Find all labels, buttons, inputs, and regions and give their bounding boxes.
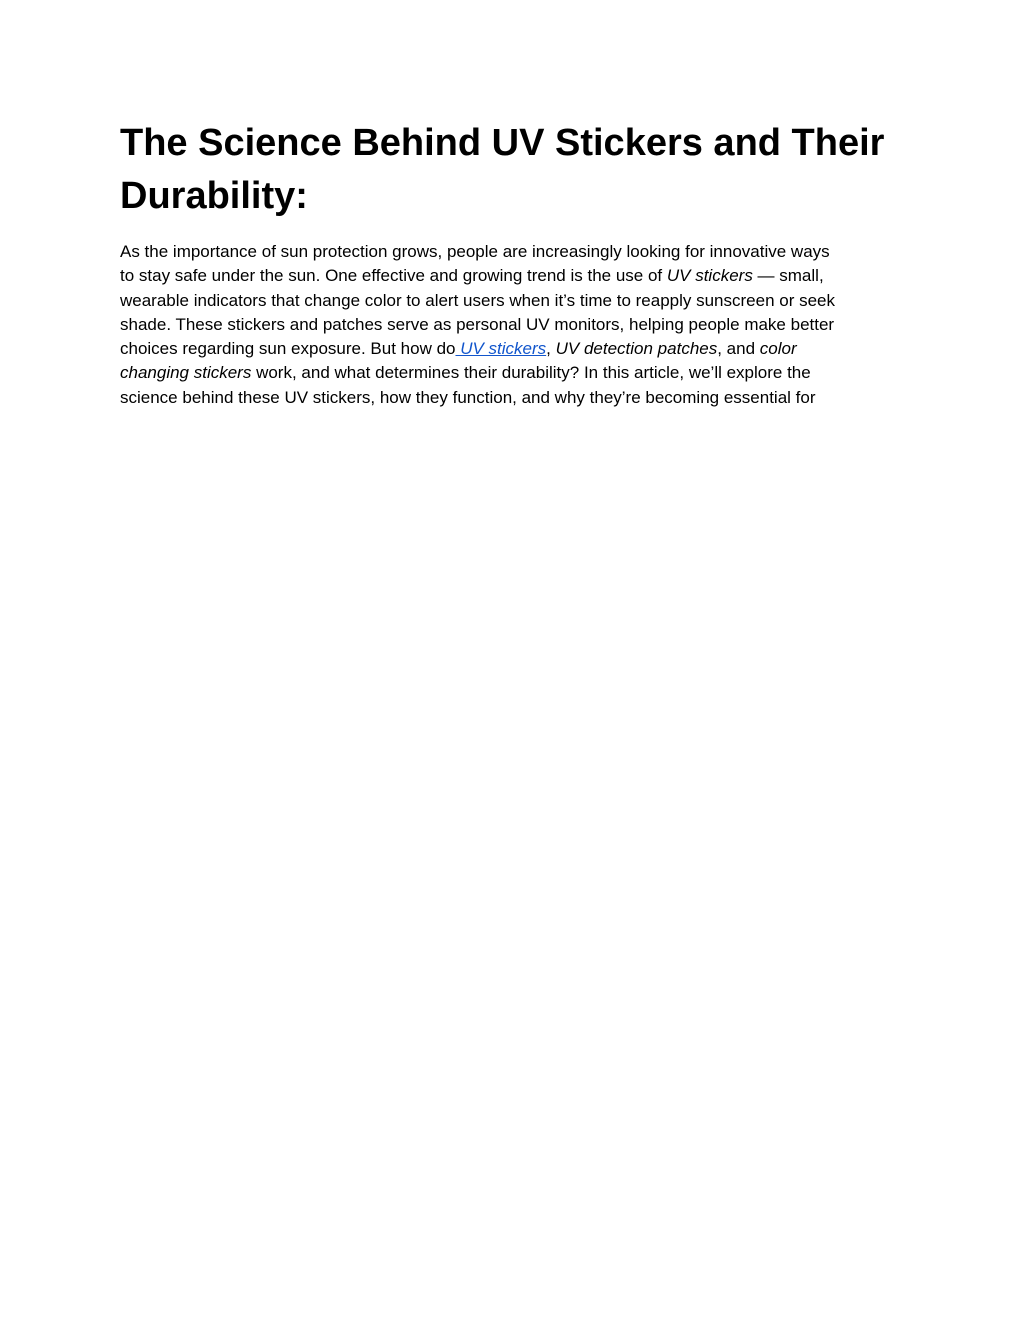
- text-segment: to stay safe under the sun. One effective and growing trend is the use of: [120, 266, 667, 286]
- emphasis-color: color: [759, 339, 797, 359]
- paragraph-line: [120, 337, 920, 361]
- paragraph-line: [120, 240, 920, 264]
- text-segment: ,: [546, 339, 556, 359]
- text-segment: As the importance of sun protection grows, people are increasingly looking for innovative ways: [120, 242, 830, 261]
- document-title: The Science Behind UV Stickers and Their Durability:: [120, 122, 885, 217]
- text-segment: , and: [717, 339, 760, 359]
- text-segment: wearable indicators that change color to alert users when it’s time to reapply sunscreen or seek: [120, 290, 836, 310]
- paragraph-line: [120, 313, 920, 337]
- emphasis-uv-stickers: UV stickers: [666, 266, 753, 286]
- intro-paragraph: [120, 240, 920, 410]
- emphasis-changing-stickers: changing stickers: [120, 363, 252, 383]
- paragraph-line: [120, 289, 920, 313]
- text-segment: choices regarding sun exposure. But how do: [120, 339, 456, 359]
- emphasis-uv-detection-patches: UV detection patches: [555, 339, 718, 359]
- text-segment: science behind these UV stickers, how they function, and why they’re becoming essential for: [120, 387, 816, 407]
- paragraph-line: [120, 264, 920, 288]
- paragraph-line: [120, 386, 920, 410]
- text-segment: shade. These stickers and patches serve as personal UV monitors, helping people make better: [120, 314, 835, 334]
- paragraph-line: [120, 361, 920, 385]
- uv-stickers-link[interactable]: UV stickers: [455, 339, 547, 359]
- text-segment: work, and what determines their durability? In this article, we’ll explore the: [251, 363, 811, 383]
- text-segment: — small,: [752, 266, 824, 286]
